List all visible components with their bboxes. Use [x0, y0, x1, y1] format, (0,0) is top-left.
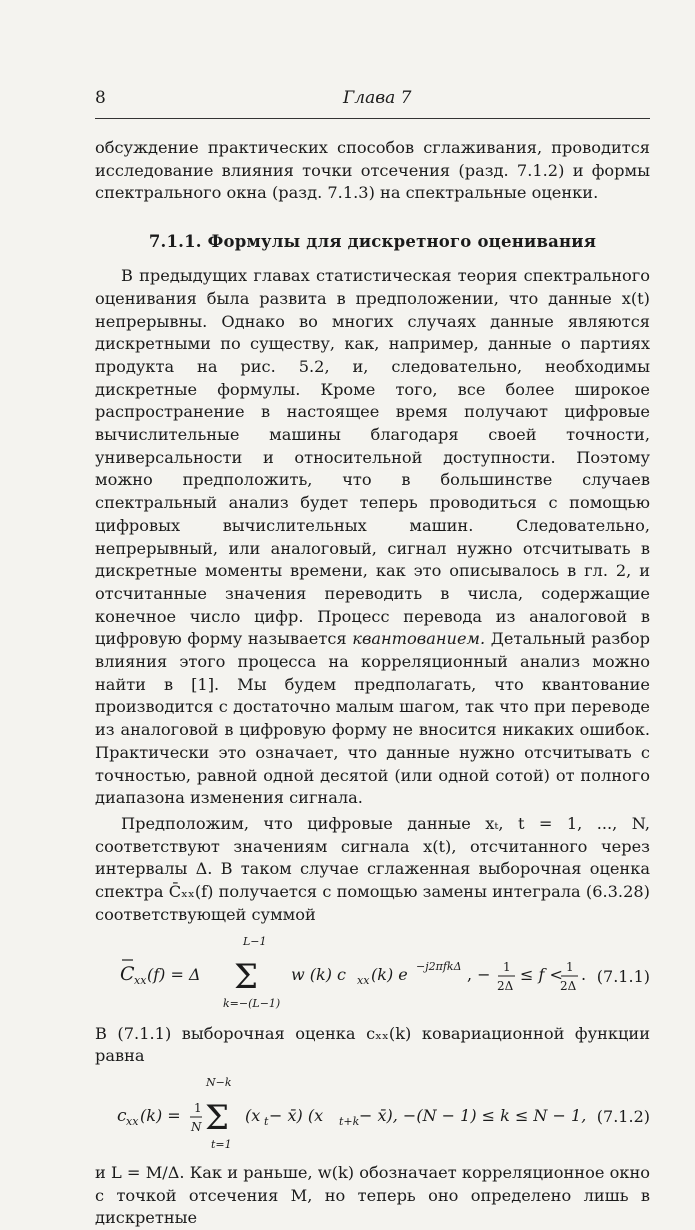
eq1-summand: w (k) c — [291, 964, 347, 984]
chapter-title: Глава 7 — [343, 88, 412, 108]
eq1-sum-lower: k=−(L−1) — [223, 996, 281, 1010]
running-head — [95, 88, 650, 114]
eq2-sub-tk: t+k — [339, 1114, 360, 1128]
paragraph-2-text-a: В предыдущих главах статистическая теория спектрального оценивания была развита в предположении, что данные x(t) непрерывны. Однако во многих случаях данные являются дискретными по существу, как, например, данные о партиях продукта на рис. 5.2, и, следовательно, необходимы дискретные формулы. Кроме того, все более широкое распространение в настоящее время получают цифровые вычислительные машины благодаря своей точности, универсальности и относительной доступности. Поэтому можно предположить, что в большинстве случаев спектральный анализ будет теперь проводиться с помощью цифровых вычислительных машин. Следовательно, непрерывный, или аналоговый, сигнал нужно отсчитывать в дискретные моменты времени, как это описывалось в гл. 2, и отсчитанные значения переводить в числа, содержащие конечное число цифр. Процесс перевода из аналоговой в цифровую форму называется — [95, 266, 650, 649]
eq1-cond-middle: ≤ f < — [520, 964, 563, 984]
sum-sign-1: Σ — [234, 956, 259, 997]
eq2-body-end: − x̄), −(N − 1) ≤ k ≤ N − 1, — [359, 1105, 587, 1125]
eq2-lhs-arg: (k) = — [140, 1105, 181, 1125]
eq1-sum-upper: L−1 — [243, 934, 267, 948]
eq1-lhs-sub: xx — [134, 973, 147, 987]
eq2-frac-den: N — [191, 1119, 202, 1134]
eq1-exponent: −j2πfkΔ — [416, 959, 462, 973]
eq1-frac1-num: 1 — [503, 959, 511, 974]
paragraph-2-text-b: Детальный разбор влияния этого процесса на корреляционный анализ можно найти в [1]. Мы будем предполагать, что квантование производится с достаточно малым шагом, так что при переводе из аналоговой в цифровую форму не вносится никаких ошибок. Практически это означает, что данные нужно отсчитывать с точностью, равной одной десятой (или одной сотой) от полного диапазона изменения сигнала. — [95, 629, 650, 808]
eq1-cond-suffix: . — [581, 964, 587, 984]
equation-7-1-2 — [95, 1074, 650, 1154]
eq1-cond-prefix: , − — [467, 964, 491, 984]
section-heading: 7.1.1. Формулы для дискретного оценивания — [148, 232, 597, 252]
eq1-summand-arg: (k) e — [371, 964, 408, 984]
equation-7-1-1 — [95, 933, 650, 1013]
eq2-frac-num: 1 — [194, 1100, 202, 1115]
eq2-lhs-sub: xx — [126, 1114, 139, 1128]
intro-paragraph: обсуждение практических способов сглаживания, проводится исследование влияния точки отсечения (разд. 7.1.2) и формы спектрального окна (разд. 7.1.3) на спектральные оценки. — [95, 138, 650, 203]
equation-number-7-1-2: (7.1.2) — [596, 1106, 650, 1126]
eq1-lhs: C — [120, 962, 135, 985]
paragraph-discrete-data — [95, 265, 650, 810]
equation-7-1-2-graphic — [95, 1074, 615, 1154]
page-number: 8 — [95, 88, 106, 108]
equation-7-1-1-graphic — [95, 933, 615, 1013]
eq2-lhs: c — [117, 1105, 127, 1126]
eq2-sub-t: t — [264, 1114, 269, 1128]
eq2-body-minus: − x̄) (x — [269, 1105, 324, 1125]
eq1-frac2-den: 2Δ — [560, 978, 577, 993]
eq1-frac1-den: 2Δ — [497, 978, 514, 993]
equation-number-7-1-1: (7.1.1) — [596, 966, 650, 986]
eq2-sum-lower: t=1 — [211, 1137, 232, 1151]
header-rule — [95, 118, 650, 119]
emphasis-quantization: квантованием. — [352, 629, 486, 649]
paragraph-covariance: В (7.1.1) выборочная оценка cₓₓ(k) ковариационной функции равна — [95, 1023, 650, 1066]
sum-sign-2: Σ — [205, 1097, 230, 1138]
eq2-body-start: (x — [245, 1105, 261, 1125]
book-page — [95, 88, 650, 1230]
paragraph-digital-data: Предположим, что цифровые данные xₜ, t = 1, ..., N, соответствуют значениям сигнала x(t), отсчитанного через интервалы Δ. В таком случае сглаженная выборочная оценка спектра C̄ₓₓ(f) получается с помощью замены интеграла (6.3.28) соответствующей суммой — [95, 813, 650, 924]
eq1-lhs-arg: (f) = Δ — [147, 964, 201, 984]
eq1-summand-sub: xx — [357, 973, 370, 987]
eq2-sum-upper: N−k — [206, 1075, 232, 1089]
eq1-frac2-num: 1 — [566, 959, 574, 974]
paragraph-lag-window: и L = M/Δ. Как и раньше, w(k) обозначает корреляционное окно с точкой отсечения M, но теперь оно определено лишь в дискретные — [95, 1162, 650, 1228]
